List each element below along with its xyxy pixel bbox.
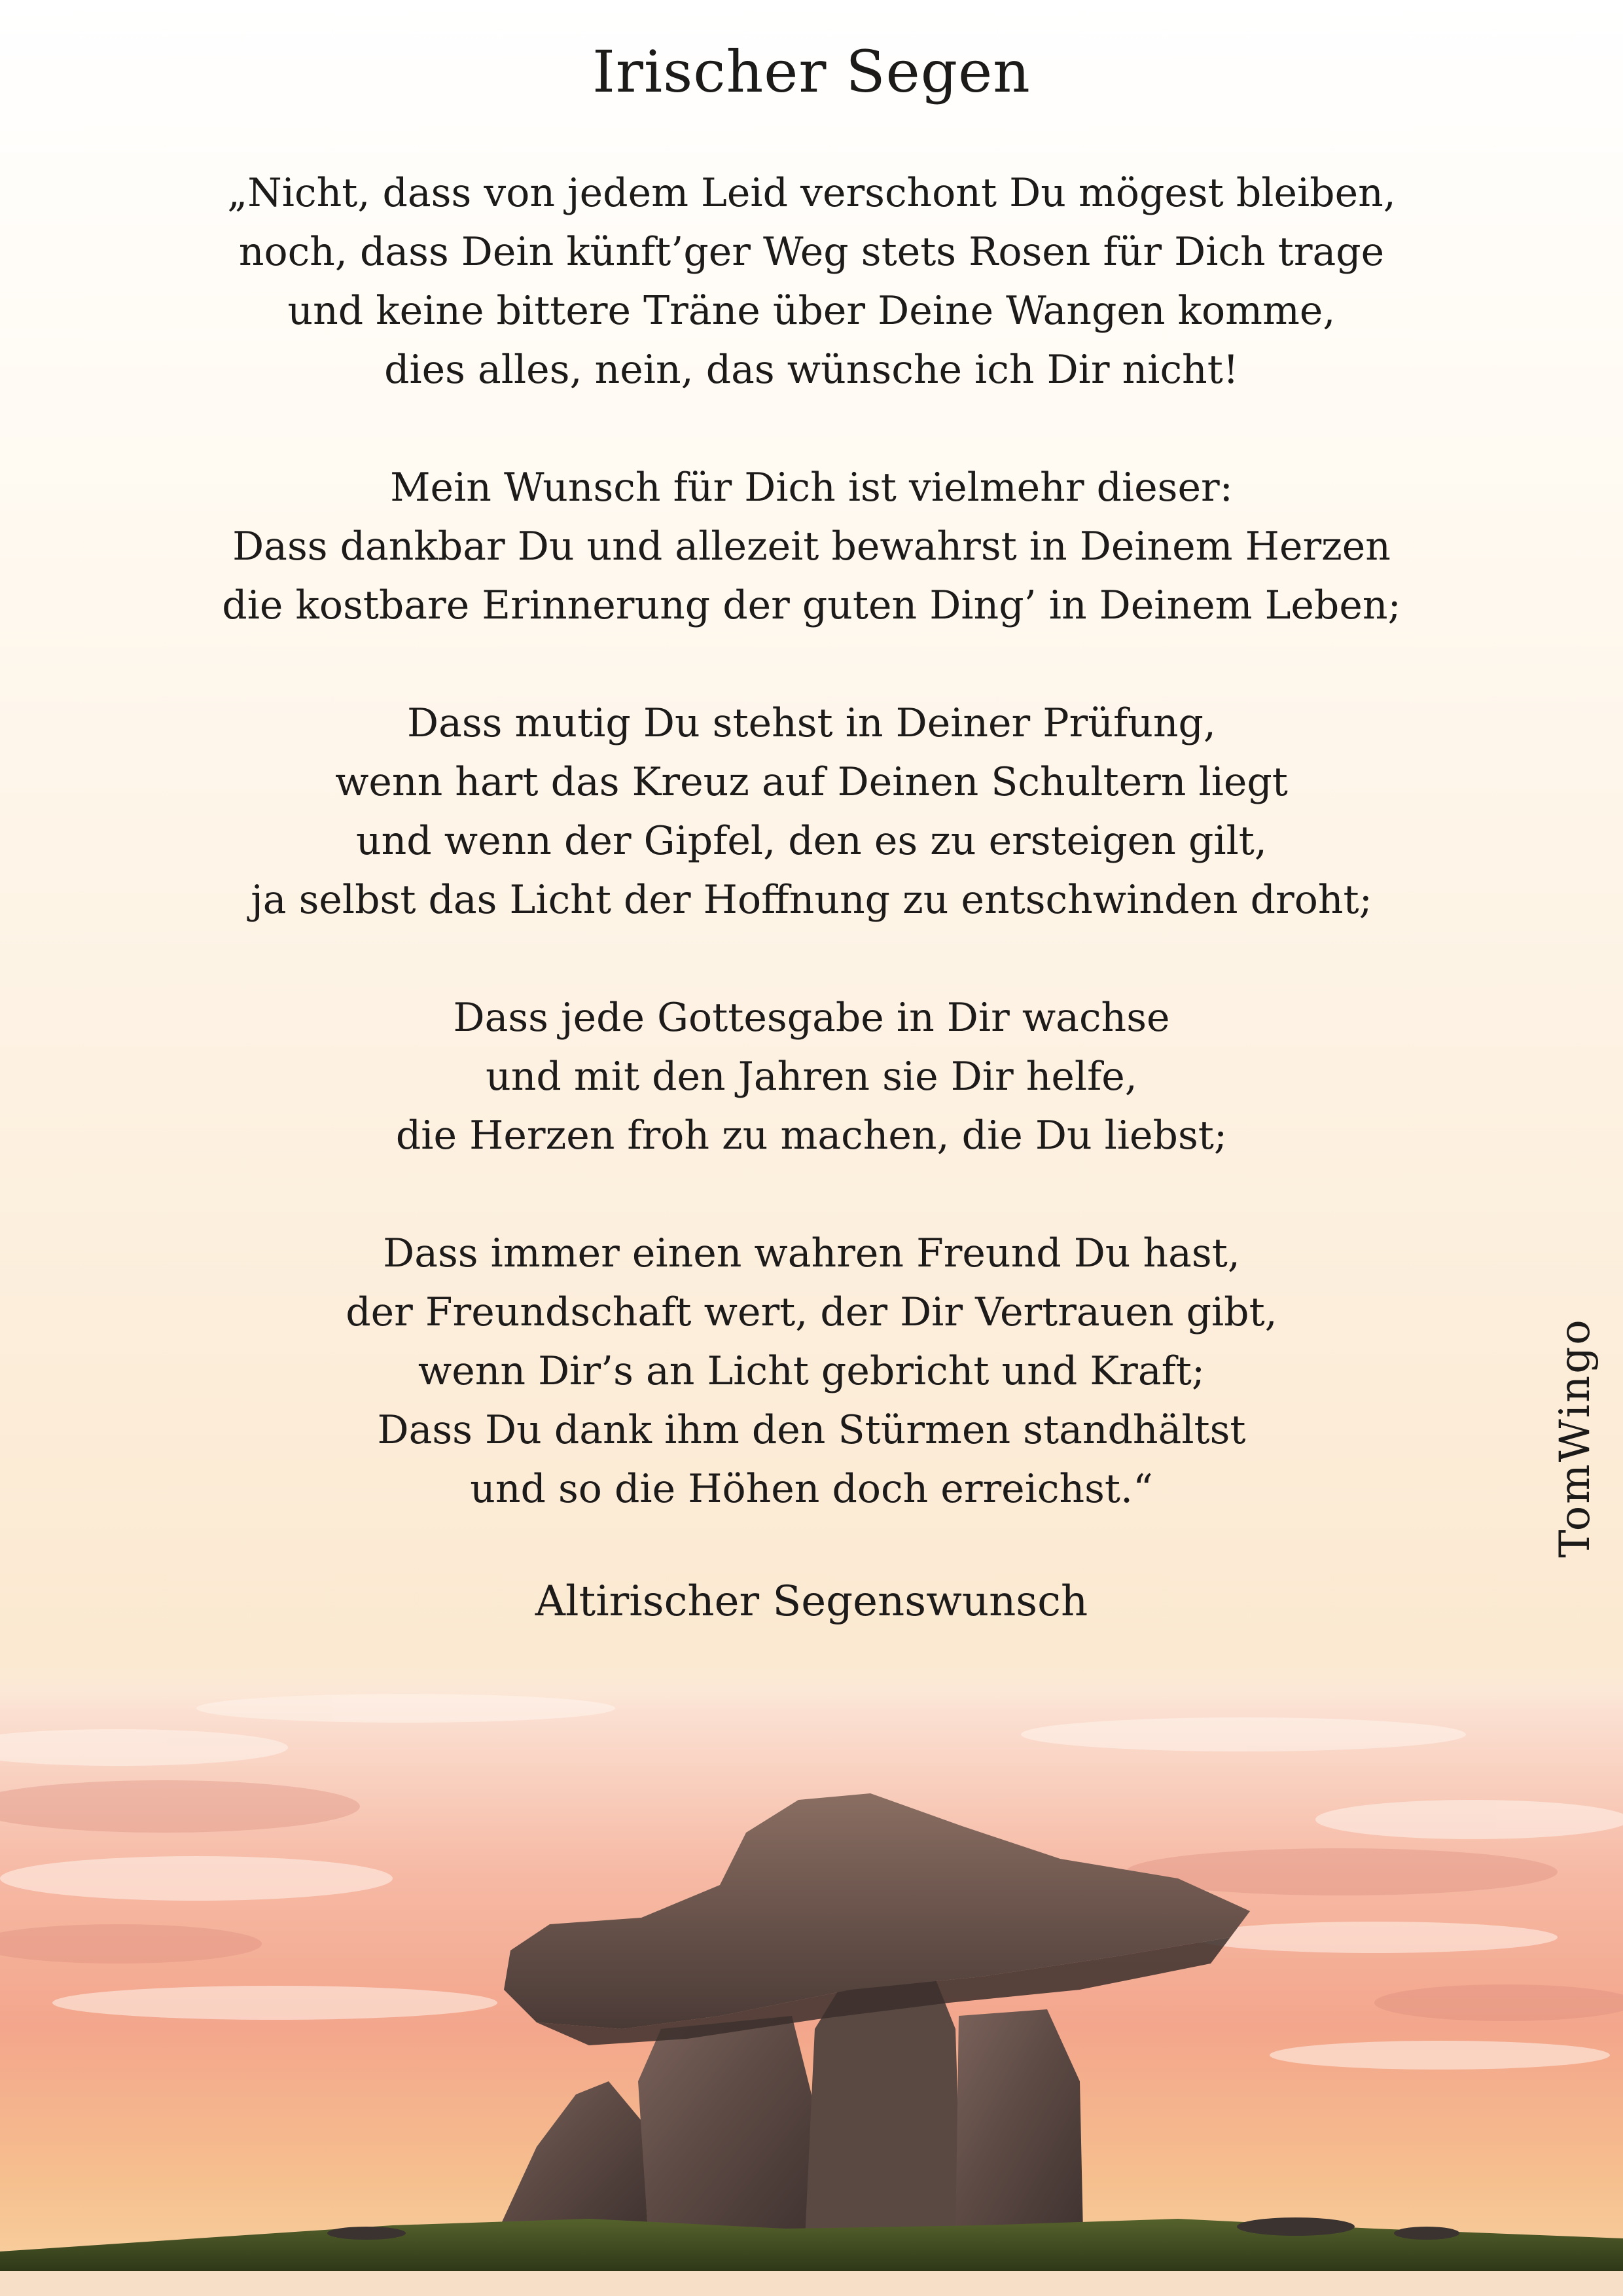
- bottom-band: [0, 2271, 1623, 2296]
- artist-signature: TomWingo: [1551, 1318, 1599, 1558]
- poem-line: „Nicht, dass von jedem Leid verschont Du mögest bleiben,: [227, 170, 1396, 216]
- poem-line: noch, dass Dein künft’ger Weg stets Rosen für Dich trage: [238, 229, 1385, 275]
- poem-line: und wenn der Gipfel, den es zu ersteigen gilt,: [356, 818, 1267, 864]
- poem-line: wenn Dir’s an Licht gebricht und Kraft;: [418, 1348, 1205, 1394]
- poem-line: Mein Wunsch für Dich ist vielmehr dieser:: [390, 465, 1233, 511]
- poem-attribution: Altirischer Segenswunsch: [535, 1577, 1088, 1626]
- poem-line: Dass mutig Du stehst in Deiner Prüfung,: [407, 700, 1216, 746]
- left-portal-stone: [638, 2016, 818, 2238]
- poem-line: dies alles, nein, das wünsche ich Dir nicht!: [384, 347, 1239, 393]
- poem-line: Dass immer einen wahren Freund Du hast,: [383, 1230, 1240, 1276]
- poem-line: und so die Höhen doch erreichst.“: [470, 1466, 1153, 1512]
- poem-body: [0, 164, 1623, 1577]
- poem-line: Dass dankbar Du und allezeit bewahrst in Deinem Herzen: [232, 524, 1391, 569]
- stanza-4: [0, 988, 1623, 1165]
- poem-line: wenn hart das Kreuz auf Deinen Schultern liegt: [335, 759, 1288, 805]
- poem-title: Irischer Segen: [592, 38, 1031, 105]
- poem-line: der Freundschaft wert, der Dir Vertrauen gibt,: [346, 1289, 1277, 1335]
- stanza-5: [0, 1224, 1623, 1518]
- stanza-3: [0, 694, 1623, 929]
- poem-line: ja selbst das Licht der Hoffnung zu entschwinden droht;: [251, 877, 1372, 923]
- poem-line: Dass jede Gottesgabe in Dir wachse: [453, 995, 1170, 1041]
- stanza-2: [0, 458, 1623, 635]
- stanza-1: [0, 164, 1623, 399]
- poem-line: die kostbare Erinnerung der guten Ding’ in Deinem Leben;: [222, 583, 1401, 628]
- dolmen-sunset-photo: [0, 1662, 1623, 2271]
- poem-line: und mit den Jahren sie Dir helfe,: [486, 1054, 1137, 1100]
- poem-line: die Herzen froh zu machen, die Du liebst;: [395, 1113, 1228, 1158]
- poem-line: und keine bittere Träne über Deine Wangen komme,: [287, 288, 1336, 334]
- poem-line: Dass Du dank ihm den Stürmen standhältst: [377, 1407, 1246, 1453]
